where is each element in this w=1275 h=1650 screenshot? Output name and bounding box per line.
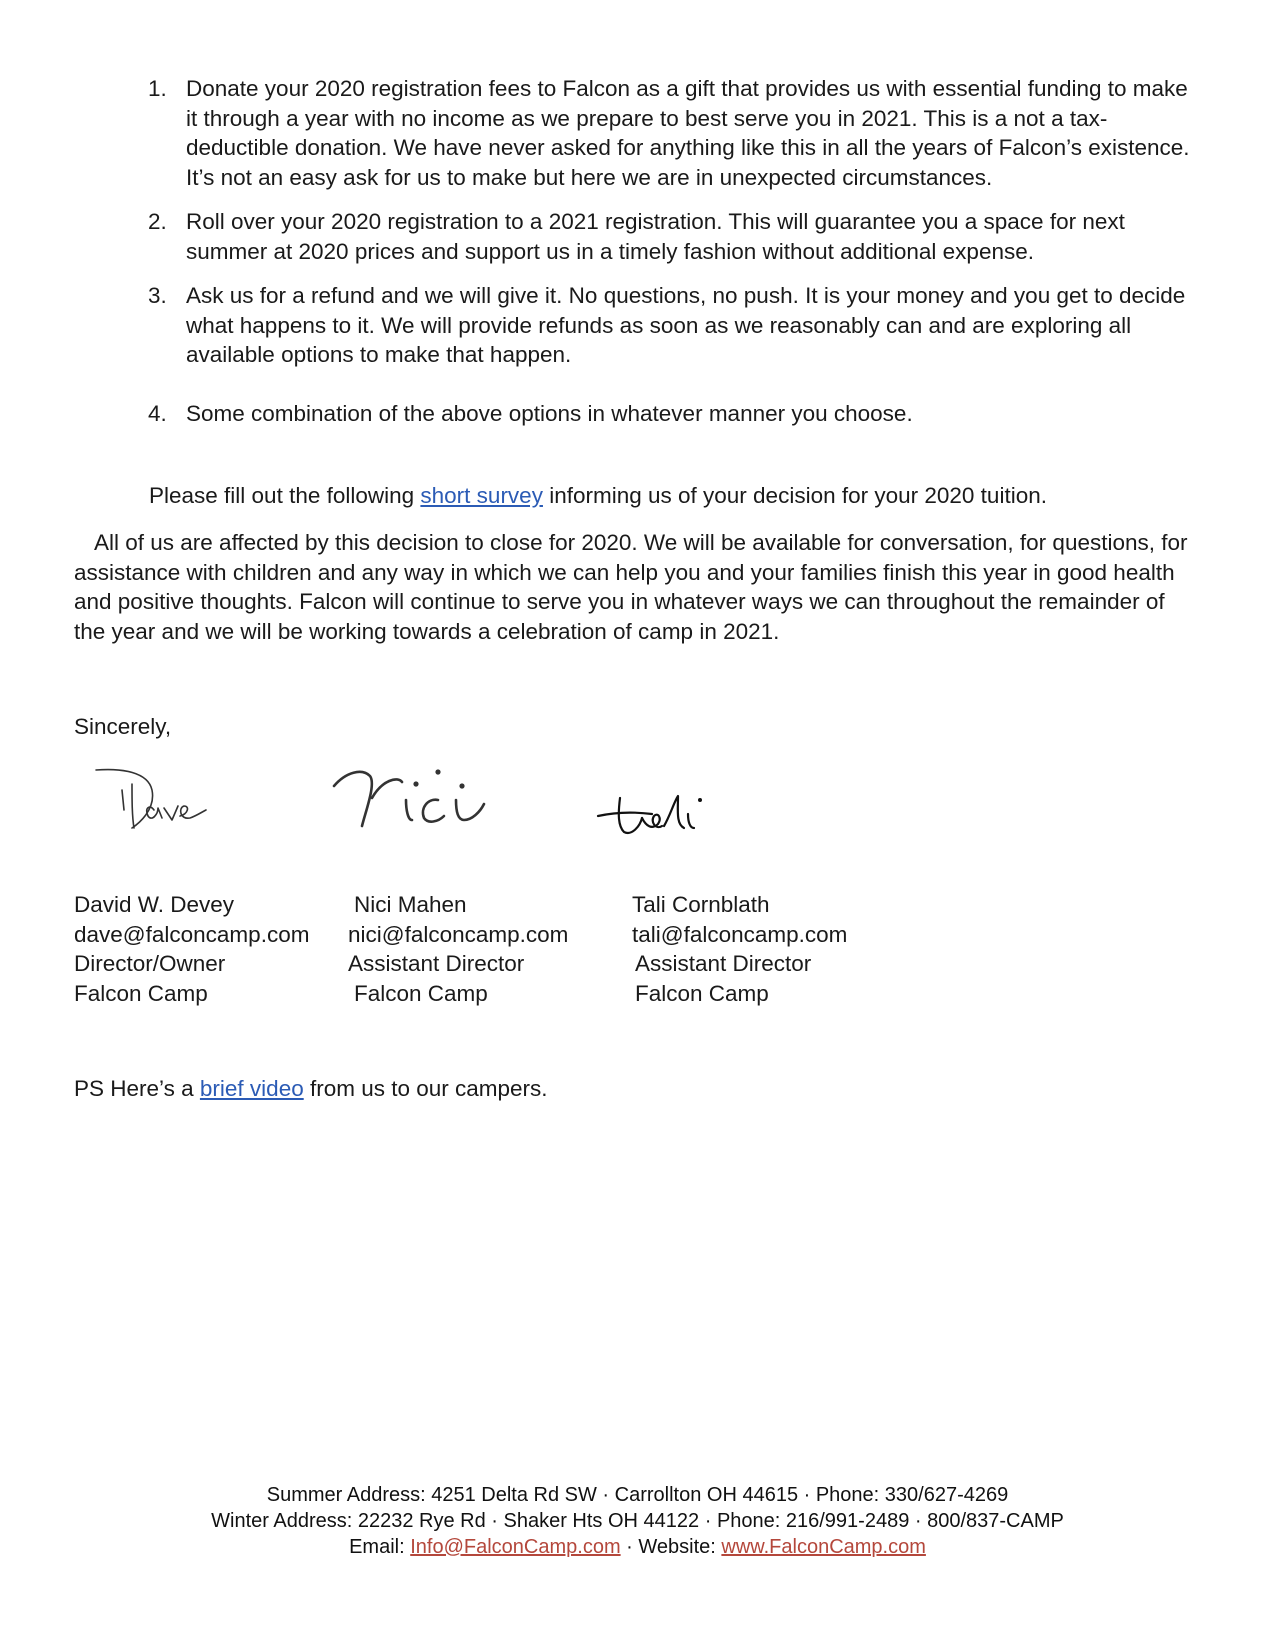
- signer-email: dave@falconcamp.com: [74, 921, 310, 947]
- footer-website-link[interactable]: www.FalconCamp.com: [721, 1536, 926, 1558]
- list-item: [148, 207, 1198, 266]
- ps-text-before: PS Here’s a: [74, 1076, 200, 1101]
- signer-org: Falcon Camp: [74, 980, 208, 1006]
- survey-paragraph: [149, 481, 1209, 511]
- letter-footer: [0, 1482, 1275, 1560]
- options-list: [148, 74, 1198, 428]
- signer-email: nici@falconcamp.com: [348, 921, 569, 947]
- signer-name: David W. Devey: [74, 892, 235, 917]
- signature-tali: [596, 790, 736, 850]
- list-item-number: 2.: [148, 209, 167, 234]
- footer-email-link[interactable]: Info@FalconCamp.com: [410, 1536, 621, 1558]
- list-item-number: 1.: [148, 76, 167, 101]
- footer-winter-address: Winter Address: 22232 Rye Rd · Shaker Hts OH 44122 · Phone: 216/991-2489 · 800/837-CAMP: [211, 1510, 1064, 1532]
- ps-text-after: from us to our campers.: [303, 1076, 548, 1101]
- list-item-text: Some combination of the above options in whatever manner you choose.: [186, 400, 913, 426]
- footer-summer-address: Summer Address: 4251 Delta Rd SW · Carrollton OH 44615 · Phone: 330/627-4269: [266, 1484, 1009, 1506]
- signer-block-tali: [632, 890, 847, 1008]
- footer-website-label: · Website:: [620, 1536, 722, 1558]
- signer-title: Director/Owner: [74, 951, 226, 976]
- survey-text-before: Please fill out the following: [149, 483, 421, 508]
- ps-paragraph: [74, 1074, 548, 1104]
- closing-paragraph: All of us are affected by this decision to close for 2020. We will be available for conversation, for questions, for assistance with children and any way in which we can help you and your families finish this year in good health and positive thoughts. Falcon will continue to serve you in whatever ways we can throughout the remainder of the year and we will be working towards a celebration of camp in 2021.: [74, 530, 1188, 644]
- signature-dave: [92, 764, 242, 844]
- sign-off: Sincerely,: [74, 714, 172, 739]
- list-item-text: Roll over your 2020 registration to a 2021 registration. This will guarantee you a space for next summer at 2020 prices and support us in a timely fashion without additional expense.: [186, 209, 1125, 264]
- signer-block-dave: [74, 890, 309, 1008]
- footer-email-label: Email:: [349, 1536, 411, 1558]
- signer-org: Falcon Camp: [354, 980, 488, 1006]
- signer-title: Assistant Director: [348, 951, 525, 976]
- list-item: [148, 281, 1198, 370]
- signer-name: Tali Cornblath: [632, 892, 770, 917]
- signer-block-nici: [348, 890, 568, 1008]
- list-item: [148, 399, 1198, 429]
- list-item-number: 4.: [148, 400, 167, 426]
- signer-org: Falcon Camp: [635, 980, 769, 1006]
- signer-email: tali@falconcamp.com: [632, 921, 848, 947]
- list-item-text: Ask us for a refund and we will give it. No questions, no push. It is your money and you get to decide what happens to it. We will provide refunds as soon as we reasonably can and are exploring all available options to make that happen.: [186, 283, 1186, 367]
- list-item: [148, 74, 1198, 192]
- short-survey-link[interactable]: short survey: [420, 483, 543, 508]
- footer-contact-line: [0, 1534, 1275, 1560]
- signer-title: Assistant Director: [635, 951, 812, 976]
- list-item-text: Donate your 2020 registration fees to Falcon as a gift that provides us with essential funding to make it through a year with no income as we prepare to best serve you in 2021. This is a not a tax-deductible donation. We have never asked for anything like this in all the years of Falcon’s existence. It’s not an easy ask for us to make but here we are in unexpected circumstances.: [186, 76, 1190, 190]
- signer-name: Nici Mahen: [354, 892, 467, 917]
- list-item-number: 3.: [148, 283, 167, 308]
- signature-nici: [332, 760, 502, 840]
- survey-text-after: informing us of your decision for your 2020 tuition.: [542, 483, 1047, 508]
- brief-video-link[interactable]: brief video: [199, 1076, 304, 1101]
